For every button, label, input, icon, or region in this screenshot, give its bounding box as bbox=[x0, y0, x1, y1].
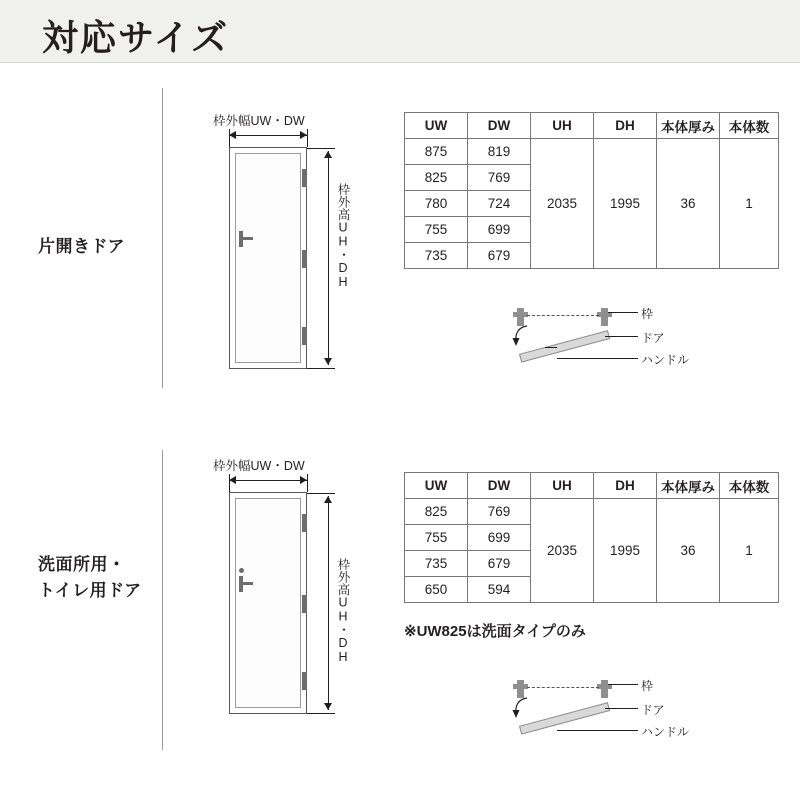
cell-uw: 825 bbox=[405, 165, 468, 191]
table-header-row bbox=[405, 473, 779, 499]
plan-label-handle-single: ハンドル bbox=[641, 353, 690, 367]
door-hinge-bottom-washroom bbox=[302, 672, 307, 690]
washroom-size-note: ※UW825は洗面タイプのみ bbox=[404, 623, 586, 640]
plan-leader-handle-single bbox=[557, 358, 638, 359]
height-dimension-line-single bbox=[328, 151, 329, 365]
section-label-washroom-door-line1: 洗面所用・ bbox=[38, 555, 126, 574]
plan-label-frame-washroom: 枠 bbox=[641, 679, 654, 693]
header-thickness: 本体厚み bbox=[657, 473, 720, 499]
cell-dw: 699 bbox=[468, 217, 531, 243]
cell-quantity: 1 bbox=[720, 139, 779, 269]
door-elevation-washroom bbox=[195, 450, 365, 720]
header-uh: UH bbox=[531, 473, 594, 499]
section-label-washroom-door-line2: トイレ用ドア bbox=[38, 581, 142, 600]
cell-uw: 650 bbox=[405, 577, 468, 603]
plan-leader-frame-washroom bbox=[608, 684, 638, 685]
table-header-row bbox=[405, 113, 779, 139]
cell-dw: 699 bbox=[468, 525, 531, 551]
plan-frame-right-washroom bbox=[601, 680, 608, 698]
door-plan-diagram-washroom bbox=[505, 672, 765, 752]
cell-thickness: 36 bbox=[657, 499, 720, 603]
header-dw: DW bbox=[468, 473, 531, 499]
door-elevation-single bbox=[195, 105, 365, 375]
spec-table-washroom-door bbox=[404, 472, 779, 603]
table-row bbox=[405, 499, 779, 525]
door-panel-washroom bbox=[235, 498, 301, 708]
height-dimension-line-washroom bbox=[328, 496, 329, 710]
height-extension-bottom-washroom bbox=[307, 713, 335, 714]
cell-uh: 2035 bbox=[531, 139, 594, 269]
cell-uw: 780 bbox=[405, 191, 468, 217]
cell-dw: 769 bbox=[468, 499, 531, 525]
cell-dw: 769 bbox=[468, 165, 531, 191]
door-plan-diagram-single bbox=[505, 300, 765, 380]
header-dw: DW bbox=[468, 113, 531, 139]
cell-quantity: 1 bbox=[720, 499, 779, 603]
door-handle-lever-single bbox=[241, 237, 253, 240]
door-lock-indicator-washroom bbox=[239, 568, 244, 573]
plan-label-door-washroom: ドア bbox=[641, 703, 665, 717]
width-arrow-left-single bbox=[229, 131, 236, 139]
height-arrow-down-washroom bbox=[324, 703, 332, 710]
height-extension-top-washroom bbox=[307, 493, 335, 494]
cell-dh: 1995 bbox=[594, 499, 657, 603]
cell-thickness: 36 bbox=[657, 139, 720, 269]
cell-uw: 735 bbox=[405, 243, 468, 269]
height-arrow-down-single bbox=[324, 358, 332, 365]
width-dimension-line-washroom bbox=[229, 480, 307, 481]
header-thickness: 本体厚み bbox=[657, 113, 720, 139]
plan-label-frame-single: 枠 bbox=[641, 307, 654, 321]
door-hinge-top-washroom bbox=[302, 514, 307, 532]
plan-leader-door-single bbox=[605, 336, 638, 337]
width-arrow-left-washroom bbox=[229, 476, 236, 484]
page-title: 対応サイズ bbox=[42, 17, 230, 58]
cell-uh: 2035 bbox=[531, 499, 594, 603]
cell-uw: 825 bbox=[405, 499, 468, 525]
plan-swing-arrow-single bbox=[511, 324, 533, 348]
height-arrow-up-single bbox=[324, 151, 332, 158]
plan-opening-dashed-washroom bbox=[527, 687, 599, 688]
plan-frame-left-cap-washroom bbox=[513, 684, 528, 689]
section-divider-vertical-top bbox=[162, 88, 163, 388]
plan-leader-frame-single bbox=[608, 312, 638, 313]
cell-uw: 875 bbox=[405, 139, 468, 165]
door-hinge-bottom-single bbox=[302, 327, 307, 345]
cell-dw: 724 bbox=[468, 191, 531, 217]
header-quantity: 本体数 bbox=[720, 473, 779, 499]
height-dimension-label-single: 枠外高UH・DH bbox=[336, 183, 350, 289]
cell-uw: 755 bbox=[405, 525, 468, 551]
width-extension-right-single bbox=[307, 129, 308, 147]
table-row bbox=[405, 139, 779, 165]
cell-uw: 755 bbox=[405, 217, 468, 243]
page-header bbox=[0, 0, 800, 63]
section-divider-vertical-bottom bbox=[162, 450, 163, 750]
plan-leader-handle-washroom bbox=[557, 730, 638, 731]
width-extension-left-single bbox=[229, 129, 230, 147]
width-dimension-label-washroom: 枠外幅UW・DW bbox=[213, 459, 305, 473]
header-uw: UW bbox=[405, 113, 468, 139]
header-uw: UW bbox=[405, 473, 468, 499]
cell-dw: 679 bbox=[468, 243, 531, 269]
height-dimension-label-washroom: 枠外高UH・DH bbox=[336, 558, 350, 664]
door-handle-lever-washroom bbox=[241, 582, 253, 585]
width-dimension-label-single: 枠外幅UW・DW bbox=[213, 114, 305, 128]
spec-table-single-door bbox=[404, 112, 779, 269]
width-arrow-right-washroom bbox=[300, 476, 307, 484]
cell-dw: 594 bbox=[468, 577, 531, 603]
header-dh: DH bbox=[594, 113, 657, 139]
plan-opening-dashed-single bbox=[527, 315, 599, 316]
door-hinge-top-single bbox=[302, 169, 307, 187]
section-label-single-door: 片開きドア bbox=[38, 237, 125, 256]
plan-leader-door-washroom bbox=[605, 708, 638, 709]
door-panel-single bbox=[235, 153, 301, 363]
cell-dw: 679 bbox=[468, 551, 531, 577]
header-quantity: 本体数 bbox=[720, 113, 779, 139]
height-arrow-up-washroom bbox=[324, 496, 332, 503]
header-dh: DH bbox=[594, 473, 657, 499]
header-uh: UH bbox=[531, 113, 594, 139]
width-dimension-line-single bbox=[229, 135, 307, 136]
door-hinge-middle-washroom bbox=[302, 595, 307, 613]
height-extension-top-single bbox=[307, 148, 335, 149]
cell-dh: 1995 bbox=[594, 139, 657, 269]
plan-leader-handle-stem-single bbox=[545, 347, 557, 348]
plan-label-handle-washroom: ハンドル bbox=[641, 725, 690, 739]
plan-frame-right-single bbox=[601, 308, 608, 326]
cell-uw: 735 bbox=[405, 551, 468, 577]
cell-dw: 819 bbox=[468, 139, 531, 165]
width-extension-left-washroom bbox=[229, 474, 230, 492]
plan-frame-left-cap-single bbox=[513, 312, 528, 317]
plan-swing-arrow-washroom bbox=[511, 696, 533, 720]
height-extension-bottom-single bbox=[307, 368, 335, 369]
width-extension-right-washroom bbox=[307, 474, 308, 492]
door-hinge-middle-single bbox=[302, 250, 307, 268]
plan-label-door-single: ドア bbox=[641, 331, 665, 345]
width-arrow-right-single bbox=[300, 131, 307, 139]
